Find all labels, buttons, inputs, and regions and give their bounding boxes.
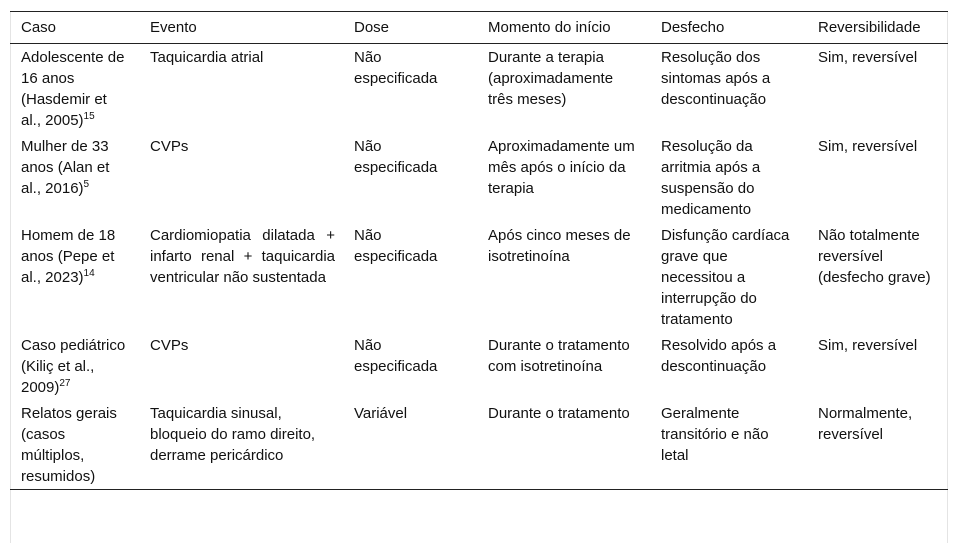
table-row (10, 44, 948, 134)
cell-reversibilidade: Sim, reversível (818, 49, 918, 66)
header-row (10, 12, 948, 44)
cell-dose: Variável (354, 405, 408, 422)
table-container (10, 11, 948, 490)
cell-evento: Taquicardia atrial (150, 49, 264, 66)
cell-evento: Taquicardia sinusal, bloqueio do ramo direito, derrame pericárdico (150, 405, 316, 464)
cell-momento: Durante a terapia (aproximadamente três meses) (488, 49, 614, 108)
cases-table (10, 11, 948, 490)
reference-superscript: 5 (83, 179, 90, 190)
caso-text: Caso pediátrico (Kiliç et al., 2009) (21, 337, 126, 396)
cell-desfecho: Disfunção cardíaca grave que necessitou a interrupção do tratamento (661, 227, 790, 328)
cell-reversibilidade: Sim, reversível (818, 337, 918, 354)
caso-text: Homem de 18 anos (Pepe et al., 2023) (21, 227, 116, 286)
table-body (10, 44, 948, 490)
caso-text: Adolescente de 16 anos (Hasdemir et al., 2005) (21, 49, 125, 129)
cell-caso (10, 222, 139, 332)
cell-desfecho: Resolução dos sintomas após a descontinuação (661, 49, 771, 108)
cell-reversibilidade: Não totalmente reversível (desfecho grave) (818, 227, 931, 286)
cell-evento: CVPs (150, 337, 189, 354)
table-header (10, 12, 948, 44)
table-row (10, 133, 948, 222)
header-caso: Caso (21, 19, 57, 36)
header-dose: Dose (354, 19, 390, 36)
reference-superscript: 27 (59, 378, 71, 389)
cell-caso (10, 44, 139, 134)
cell-evento: CVPs (150, 138, 189, 155)
cell-dose: Não especificada (354, 227, 438, 265)
caso-text: Mulher de 33 anos (Alan et al., 2016) (21, 138, 110, 197)
cell-reversibilidade: Sim, reversível (818, 138, 918, 155)
cell-evento: Cardiomiopatia dilatada + infarto renal + taquicardia ventricular não sustentada (150, 227, 335, 286)
cell-caso (10, 400, 139, 490)
header-momento: Momento do início (488, 19, 611, 36)
header-desfecho: Desfecho (661, 19, 725, 36)
cell-dose: Não especificada (354, 49, 438, 87)
cell-dose: Não especificada (354, 337, 438, 375)
cell-caso (10, 332, 139, 400)
header-reversibilidade: Reversibilidade (818, 19, 921, 36)
cell-desfecho: Resolução da arritmia após a suspensão do medicamento (661, 138, 761, 218)
cell-momento: Aproximadamente um mês após o início da terapia (488, 138, 635, 197)
table-row (10, 222, 948, 332)
cell-momento: Após cinco meses de isotretinoína (488, 227, 631, 265)
cell-desfecho: Geralmente transitório e não letal (661, 405, 769, 464)
cell-momento: Durante o tratamento (488, 405, 630, 422)
reference-superscript: 14 (83, 268, 95, 279)
caso-text: Relatos gerais (casos múltiplos, resumidos) (21, 405, 117, 485)
cell-caso (10, 133, 139, 222)
table-row (10, 400, 948, 490)
header-evento: Evento (150, 19, 197, 36)
cell-desfecho: Resolvido após a descontinuação (661, 337, 777, 375)
cell-dose: Não especificada (354, 138, 438, 176)
reference-superscript: 15 (83, 111, 95, 122)
cell-reversibilidade: Normalmente, reversível (818, 405, 913, 443)
cell-momento: Durante o tratamento com isotretinoína (488, 337, 630, 375)
table-row (10, 332, 948, 400)
